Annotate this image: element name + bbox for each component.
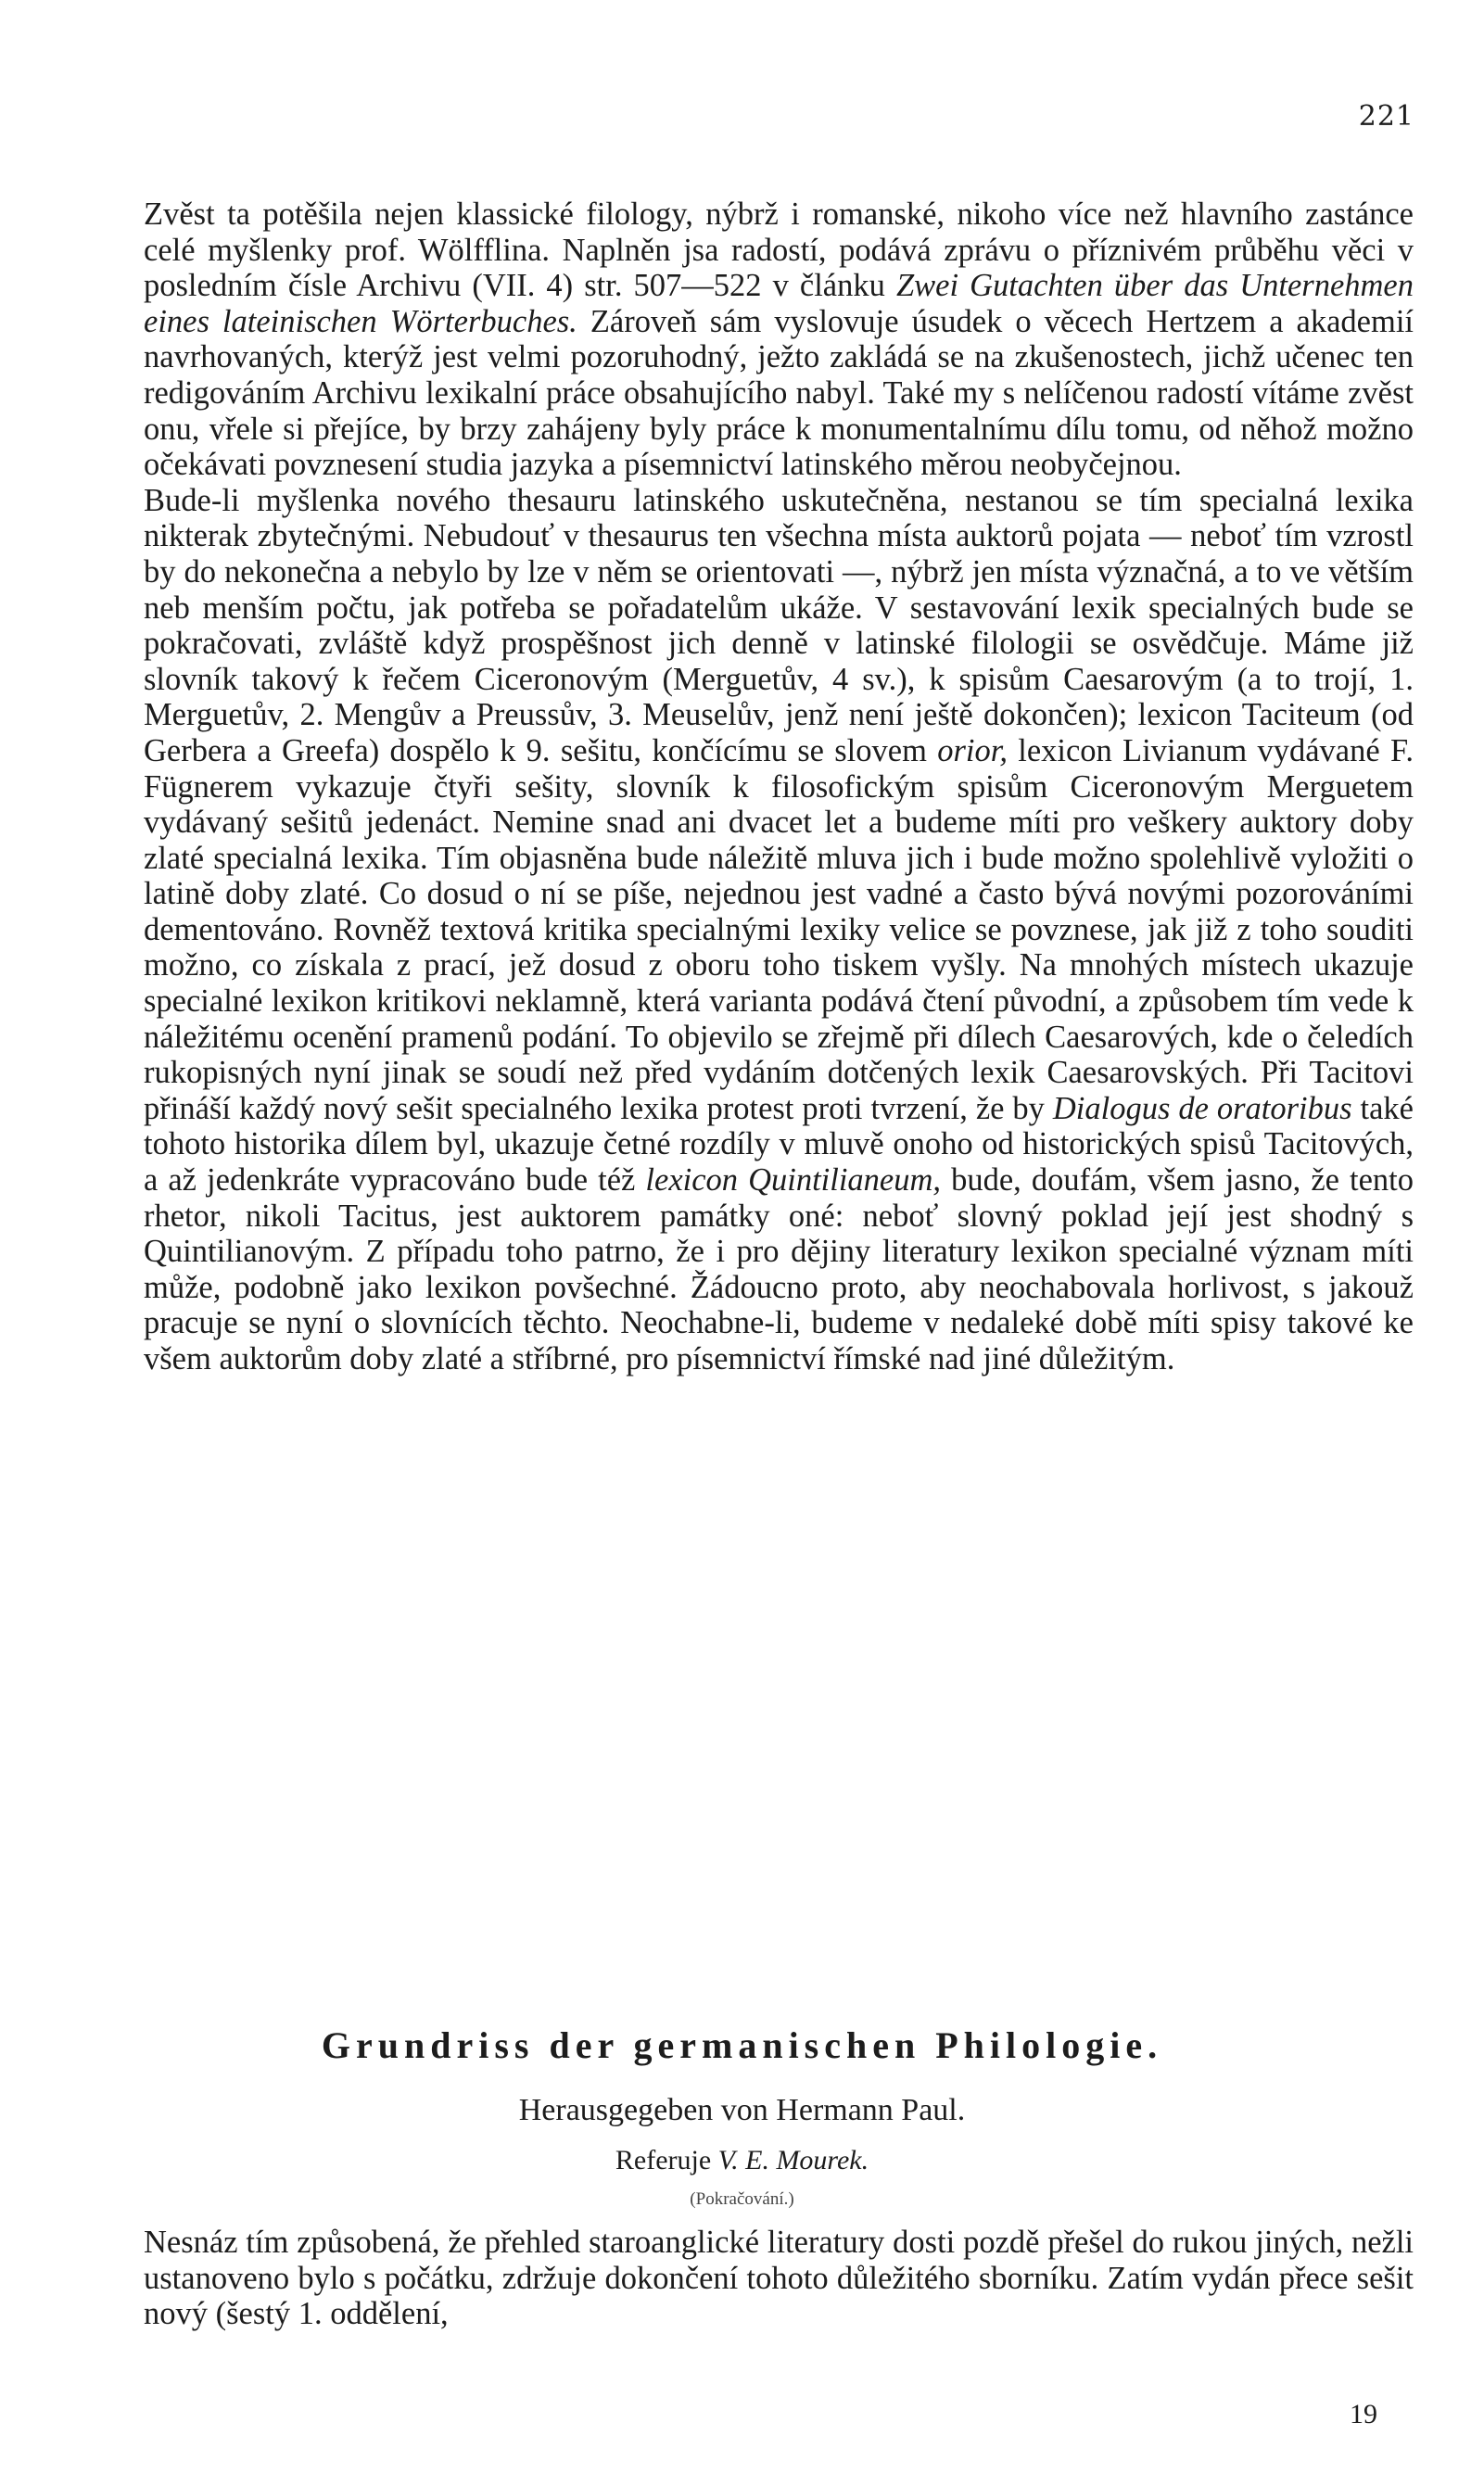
article-body <box>144 197 1414 1377</box>
paragraph-2-italic-lexicon: lexicon Quintilianeum, <box>645 1162 942 1199</box>
paragraph-2-text-d: bude, doufám, všem jasno, že tento rhetor, nikoli Tacitus, jest auktorem památky oné: neboť slovný poklad její jest shodný s Quintilianovým. Z případu toho patrno, že i pro dějiny literatury lexikon specialné význam míti může, podobně jako lexikon povšechné. Žádoucno proto, aby neochabovala horlivost, s jakouž pracuje se nyní o slovnících těchto. Neochabne-li, budeme v nedaleké době míti spisy takové ke všem auktorům doby zlaté a stříbrné, pro písemnictví římské nad jiné důležitým. <box>144 1162 1414 1376</box>
paragraph-2-italic-dialogus: Dialogus de oratoribus <box>1052 1090 1352 1126</box>
reviewer-label: Referuje <box>615 2145 712 2175</box>
page-number: 221 <box>1358 100 1414 133</box>
paragraph-2-text-c: také tohoto historika dílem byl, ukazuje četné rozdíly v mluvě onoho od historických spisů Tacitových, a až jedenkráte vypracováno bude též <box>144 1090 1414 1199</box>
review-editor-line: Herausgegeben von Hermann Paul. <box>518 2093 966 2127</box>
review-title: Grundriss der germanischen Philologie. <box>321 2024 1163 2066</box>
reviewer-line <box>0 2145 1484 2176</box>
review-paragraph: Nesnáz tím způsobená, že přehled staroanglické literatury dosti pozdě přešel do rukou jiných, nežli ustanoveno bylo s počátku, zdržuje dokončení tohoto důležitého sborníku. Zatím vydán přece sešit nový (šestý 1. oddělení, <box>144 2225 1414 2332</box>
paragraph-1-text-a: Zvěst ta potěšila nejen klassické filology, nýbrž i romanské, nikoho více než hlavního zastánce celé myšlenky prof. Wölfflina. Naplněn jsa radostí, podává zprávu o příznivém průběhu věci v posledním čísle Archivu (VII. 4) str. 507—522 v článku <box>144 197 1414 304</box>
paragraph-2-text-a: Bude-li myšlenka nového thesauru latinského uskutečněna, nestanou se tím specialná lexika nikterak zbytečnými. Nebudouť v thesaurus ten všechna místa auktorů pojata — neboť tím vzrostl by do nekonečna a nebylo by lze v něm se orientovati —, nýbrž jen místa význačná, a to ve větším neb menším počtu, jak potřeba se pořadatelům ukáže. V sestavování lexik specialných bude se pokračovati, zvláště když prospěšnost jich denně v latinské filologii se osvědčuje. Máme již slovník takový k řečem Ciceronovým (Merguetův, 4 sv.), k spisům Caesarovým (a to trojí, 1. Merguetův, 2. Mengův a Preussův, 3. Meuselův, jenž není ještě dokončen); lexicon Taciteum (od Gerbera a Greefa) dospělo k 9. sešitu, končícímu se slovem <box>144 482 1414 768</box>
paragraph-1-italic-title: Zwei Gutachten über das Unternehmen eines lateinischen Wörterbuches. <box>144 268 1414 339</box>
reviewer-name: V. E. Mourek. <box>717 2145 869 2175</box>
continued-note: (Pokračování.) <box>690 2189 794 2209</box>
paragraph-2-italic-orior: orior, <box>937 732 1008 768</box>
paragraph-2-text-b: lexicon Livianum vydávané F. Fügnerem vykazuje čtyři sešity, slovník k filosofickým spisům Ciceronovým Merguetem vydávaný sešitů jedenáct. Nemine snad ani dvacet let a budeme míti pro veškery auktory doby zlaté specialná lexika. Tím objasněna bude náležitě mluva jich i bude možno spolehlivě vyložiti o latině doby zlaté. Co dosud o ní se píše, nejednou jest vadné a často bývá novými pozorováními dementováno. Rovněž textová kritika specialnými lexiky velice se povznese, jak již z toho souditi možno, co získala z prací, jež dosud z oboru toho tiskem vyšly. Na mnohých místech ukazuje specialné lexikon kritikovi neklamně, která varianta podává čtení původní, a způsobem tím vede k náležitému ocenění pramenů podání. To objevilo se zřejmě při dílech Caesarových, kde o čeledích rukopisných nyní jinak se soudí než před vydáním dotčených lexik Caesarovských. Při Tacitovi přináší každý nový sešit specialného lexika protest proti tvrzení, že by <box>144 732 1414 1126</box>
sheet-signature: 19 <box>1350 2399 1377 2429</box>
review-body <box>144 2225 1414 2332</box>
paragraph-1-text-b: Zároveň sám vyslovuje úsudek o věcech Hertzem a akademií navrhovaných, kterýž jest velmi pozoruhodný, ježto zakládá se na zkušenostech, jichž učenec ten redigováním Archivu lexikalní práce obsahujícího nabyl. Také my s nelíčenou radostí vítáme zvěst onu, vřele si přejíce, by brzy zahájeny byly práce k monumentalnímu dílu tomu, od něhož možno očekávati povznesení studia jazyka a písemnictví latinského měrou neobyčejnou. <box>144 303 1414 483</box>
paragraph-1 <box>144 197 1414 483</box>
paragraph-2 <box>144 483 1414 1377</box>
